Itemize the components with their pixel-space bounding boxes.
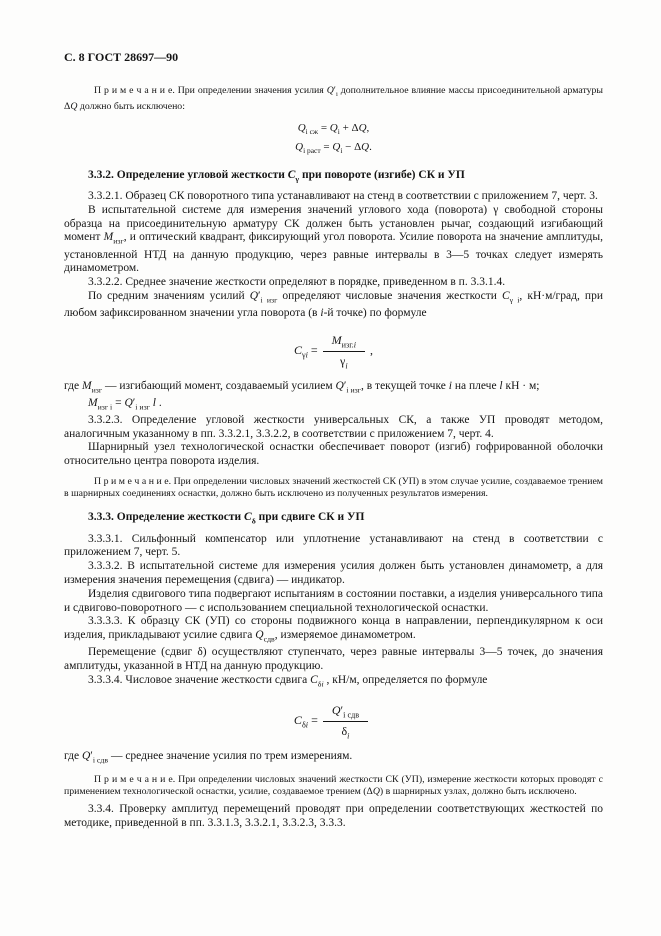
paragraph-where-m: где $M_{изг}$ — изгибающий момент, создаваемый усилием $Q'_{i изг}$, в текущей точке i на плече l кН · м; bbox=[64, 379, 540, 394]
formula-line: $Q_{i раст} = Q_i - \Delta Q$. bbox=[295, 140, 372, 155]
paragraph-3-3-2-1: 3.3.2.1. Образец СК поворотного типа устанавливают на стенд в соответствии с приложением 7, черт. 3. bbox=[88, 190, 598, 203]
note-hinge-friction: П р и м е ч а н и е. При определении числовых значений жесткостей СК (УП) в этом случае усилие, создаваемое трением в шарнирных соединениях оснастки, должно быть исключено из полученных результатов измерения. bbox=[64, 475, 603, 500]
paragraph-3-3-2-2: 3.3.2.2. Среднее значение жесткости определяют в порядке, приведенном в п. 3.3.1.4. bbox=[88, 276, 506, 289]
paragraph-shift-steps: Перемещение (сдвиг δ) осуществляют ступенчато, через равные интервалы 3—5 точек, до значения амплитуды, указанной в НТД на данную продукцию. bbox=[64, 646, 603, 673]
paragraph-3-3-4: 3.3.4. Проверку амплитуд перемещений проводят при определении соответствующих жесткостей по методике, приведенной в пп. 3.3.1.3, 3.3.2.1, 3.3.2.3, 3.3.3. bbox=[64, 803, 603, 830]
section-heading-3-3-3: 3.3.3. Определение жесткости $C_\delta$ при сдвиге СК и УП bbox=[88, 511, 365, 526]
paragraph-shear-products: Изделия сдвигового типа подвергают испытаниям в состоянии поставки, а изделия универсального типа и сдвигово-поворотного — с использованием специальной технологической оснастки. bbox=[64, 587, 603, 614]
page-header: С. 8 ГОСТ 28697—90 bbox=[64, 50, 179, 64]
paragraph-mean-forces: По средним значениям усилий $Q'_{i изг}$ определяют числовые значения жесткости $C_{\gamma i}$, кН·м/град, при любом зафиксированном значении угла поворота (в i-й точке) по формуле bbox=[64, 289, 603, 319]
section-heading-3-3-2: 3.3.2. Определение угловой жесткости $C_\gamma$ при повороте (изгибе) СК и УП bbox=[88, 168, 465, 184]
paragraph-3-3-2-3: 3.3.2.3. Определение угловой жесткости универсальных СК, а также УП проводят методом, аналогичным указанному в пп. 3.3.2.1, 3.3.2.2, в соответствии с приложением 7, черт. 4. bbox=[64, 413, 603, 440]
paragraph-test-system: В испытательной системе для измерения значений углового хода (поворота) γ свободной стороны образца на присоединительную арматуру СК должен быть установлен рычаг, создающий изгибающий момент $M_{изг}$, и оптический квадрант, фиксирующий угол поворота. Усилие поворота на значение амплитуды, установленной НТД на данную продукцию, через равные интервалы в 3—5 точках следует измерять динамометром. bbox=[64, 203, 603, 275]
paragraph-hinge-unit: Шарнирный узел технологической оснастки обеспечивает поворот (изгиб) гофрированной оболочки относительно центра поворота изделия. bbox=[64, 441, 603, 468]
paragraph-3-3-3-4: 3.3.3.4. Числовое значение жесткости сдвига $C_{\delta i}$ , кН/м, определяется по формуле bbox=[88, 673, 488, 689]
paragraph-3-3-3-3: 3.3.3.3. К образцу СК (УП) со стороны подвижного конца в направлении, перпендикулярном к оси изделия, прикладывают усилие сдвига $Q_{сдв}$, измеряемое динамометром. bbox=[64, 615, 603, 644]
document-body bbox=[64, 85, 603, 831]
paragraph-3-3-3-2: 3.3.3.2. В испытательной системе для измерения усилия должен быть установлен динамометр, а для измерения значения перемещения (сдвига) — индикатор. bbox=[64, 560, 603, 587]
paragraph-m-equals: $M_{изг i} = Q'_{i изг}$ l . bbox=[88, 396, 162, 411]
note-delta-q: П р и м е ч а н и е. При определении значения усилия $Q'_i$ дополнительное влияние массы присоединительной арматуры ΔQ должно быть исключено: bbox=[64, 85, 603, 113]
formula-shear-stiffness: $C_{\delta i}$ = $\frac{Q'_{i сдв}}{\delta_i}$ bbox=[64, 702, 603, 741]
formula-angular-stiffness: $C_{\gamma i}$ = $\frac{M_{изг.i}}{\gamma_i}$ , bbox=[293, 332, 374, 371]
paragraph-where-q: где $Q'_{i сдв}$ — среднее значение усилия по трем измерениям. bbox=[64, 749, 353, 765]
formula-q-compression-tension bbox=[64, 121, 603, 157]
paragraph-3-3-3-1: 3.3.3.1. Сильфонный компенсатор или уплотнение устанавливают на стенд в соответствии с приложением 7, черт. 5. bbox=[64, 532, 603, 559]
note-tooling-friction: П р и м е ч а н и е. При определении числовых значений жесткости СК (УП), измерение жесткости которых проводят с применением технологической оснастки, усилие, создаваемое трением (ΔQ) в шарнирных узлах, должно быть исключено. bbox=[64, 773, 603, 798]
formula-line: $Q_{i сж} = Q_i + \Delta Q$, bbox=[297, 122, 370, 137]
